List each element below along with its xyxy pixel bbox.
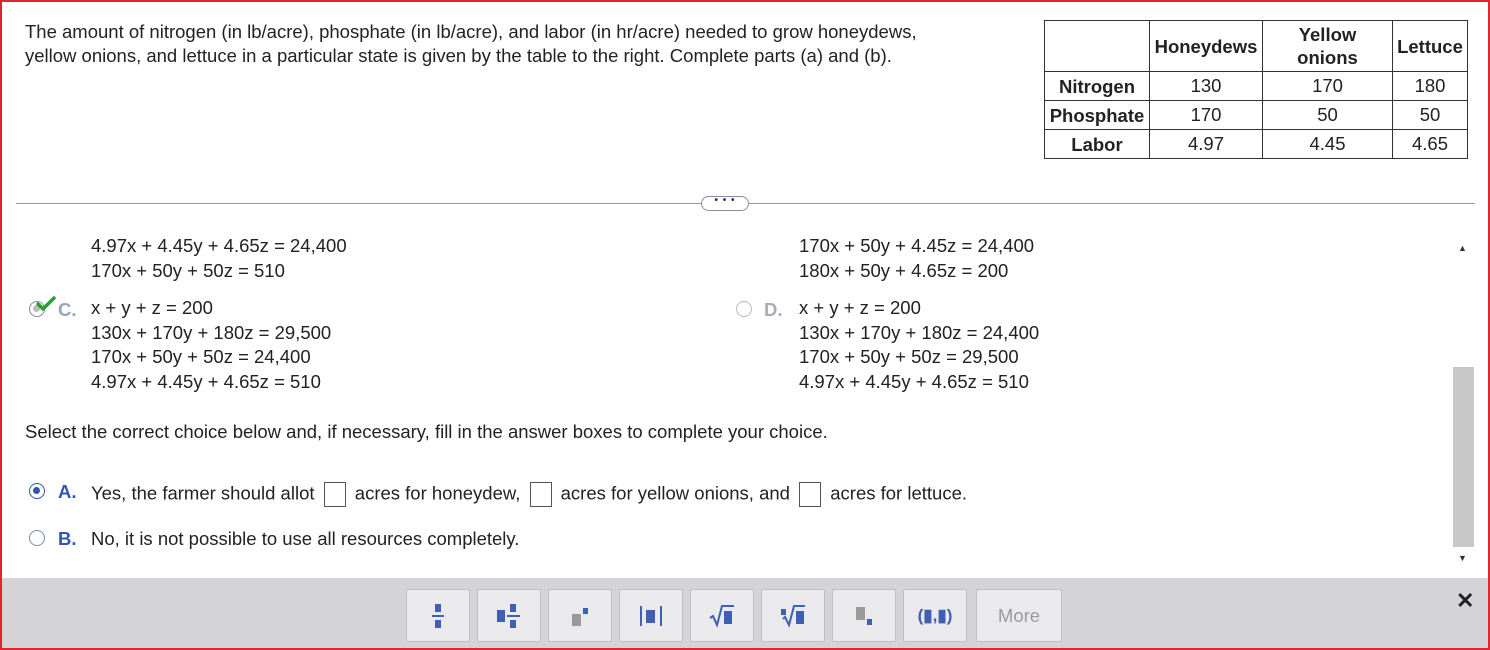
table-header-lettuce: Lettuce: [1393, 21, 1468, 72]
row-label-phosphate: Phosphate: [1045, 101, 1150, 130]
yellow-onion-acres-input[interactable]: [530, 482, 552, 507]
option-d-equations: [799, 296, 1039, 394]
close-icon[interactable]: ✕: [1456, 588, 1475, 613]
table-header-row: [1045, 21, 1468, 72]
answer-a-text-2: acres for honeydew,: [354, 482, 521, 504]
table-row: [1045, 72, 1468, 101]
window-border-left: [0, 0, 2, 650]
problem-statement-line-1: The amount of nitrogen (in lb/acre), phosphate (in lb/acre), and labor (in hr/acre) needed to grow honeydews,: [25, 21, 917, 42]
table-cell: 50: [1393, 101, 1468, 130]
table-cell: 4.97: [1150, 130, 1263, 159]
equation: 170x + 50y + 50z = 29,500: [799, 346, 1019, 368]
equation: 4.97x + 4.45y + 4.65z = 510: [91, 370, 321, 392]
square-root-button[interactable]: [690, 589, 754, 642]
equation: 130x + 170y + 180z = 24,400: [799, 321, 1040, 343]
row-label-nitrogen: Nitrogen: [1045, 72, 1150, 101]
answer-a-text-3: acres for yellow onions, and: [560, 482, 790, 504]
answer-a-text-1: Yes, the farmer should allot: [91, 482, 315, 504]
expand-collapse-button[interactable]: • • •: [701, 196, 749, 211]
subscript-icon: [854, 605, 874, 627]
table-cell: 170: [1263, 72, 1393, 101]
equation: 170x + 50y + 4.45z = 24,400: [799, 235, 1035, 256]
nth-root-button[interactable]: [761, 589, 825, 642]
problem-statement-line-2: yellow onions, and lettuce in a particular state is given by the table to the right. Complete parts (a) and (b).: [25, 45, 892, 66]
window-border-top: [0, 0, 1490, 2]
table-cell: 180: [1393, 72, 1468, 101]
equation: 4.97x + 4.45y + 4.65z = 510: [799, 370, 1029, 392]
mixed-number-icon: [496, 603, 522, 629]
ordered-pair-icon: (▮,▮): [917, 605, 953, 625]
option-a-equations-partial: [799, 234, 1034, 283]
row-label-labor: Labor: [1045, 130, 1150, 159]
option-d-label: D.: [764, 299, 783, 320]
square-root-icon: [709, 604, 735, 628]
table-cell: 4.45: [1263, 130, 1393, 159]
table-header-yellow-onions: [1263, 21, 1393, 72]
ordered-pair-button[interactable]: [903, 589, 967, 642]
problem-statement: [25, 20, 1015, 68]
resource-table: [1044, 20, 1468, 159]
equation: 170x + 50y + 50z = 510: [91, 259, 285, 281]
answer-b-label: B.: [58, 528, 77, 549]
absolute-value-button[interactable]: [619, 589, 683, 642]
equation: x + y + z = 200: [799, 297, 921, 318]
exponent-button[interactable]: [548, 589, 612, 642]
table-cell: 50: [1263, 101, 1393, 130]
table-cell: 130: [1150, 72, 1263, 101]
answer-b-radio[interactable]: [29, 530, 45, 546]
answer-a-text-4: acres for lettuce.: [830, 482, 968, 504]
answer-a-label: A.: [58, 481, 77, 502]
scroll-down-arrow-icon[interactable]: ▼: [1458, 553, 1467, 563]
equation: 170x + 50y + 50z = 24,400: [91, 346, 311, 368]
table-row: [1045, 101, 1468, 130]
option-c-equations: [91, 296, 331, 394]
nth-root-icon: [780, 604, 806, 628]
lettuce-acres-input[interactable]: [799, 482, 821, 507]
more-button[interactable]: More: [976, 589, 1062, 642]
fraction-icon: [431, 603, 445, 629]
answer-a-text: [91, 482, 967, 507]
option-d-radio[interactable]: [736, 301, 752, 317]
subscript-button[interactable]: [832, 589, 896, 642]
answer-b-text: No, it is not possible to use all resources completely.: [91, 528, 520, 549]
scroll-up-arrow-icon[interactable]: ▲: [1458, 243, 1467, 253]
mixed-number-button[interactable]: [477, 589, 541, 642]
answer-a-radio[interactable]: [29, 483, 45, 499]
option-b-equations-partial: [91, 234, 347, 283]
exponent-icon: [570, 605, 590, 627]
part-b-prompt: Select the correct choice below and, if necessary, fill in the answer boxes to complete your choice.: [25, 421, 828, 442]
table-header-honeydews: Honeydews: [1150, 21, 1263, 72]
table-row: [1045, 130, 1468, 159]
equation: 180x + 50y + 4.65z = 200: [799, 259, 1009, 281]
equation: x + y + z = 200: [91, 297, 213, 318]
table-cell: 170: [1150, 101, 1263, 130]
equation: 4.97x + 4.45y + 4.65z = 24,400: [91, 235, 347, 256]
table-header-empty: [1045, 21, 1150, 72]
fraction-button[interactable]: [406, 589, 470, 642]
option-c-label: C.: [58, 299, 77, 320]
checkmark-icon: [36, 296, 56, 312]
honeydew-acres-input[interactable]: [324, 482, 346, 507]
table-header-yellow-onions-label: Yellow onions: [1297, 24, 1358, 68]
table-cell: 4.65: [1393, 130, 1468, 159]
equation: 130x + 170y + 180z = 29,500: [91, 321, 332, 343]
absolute-value-icon: [639, 604, 663, 628]
scrollbar-thumb[interactable]: [1453, 367, 1474, 547]
